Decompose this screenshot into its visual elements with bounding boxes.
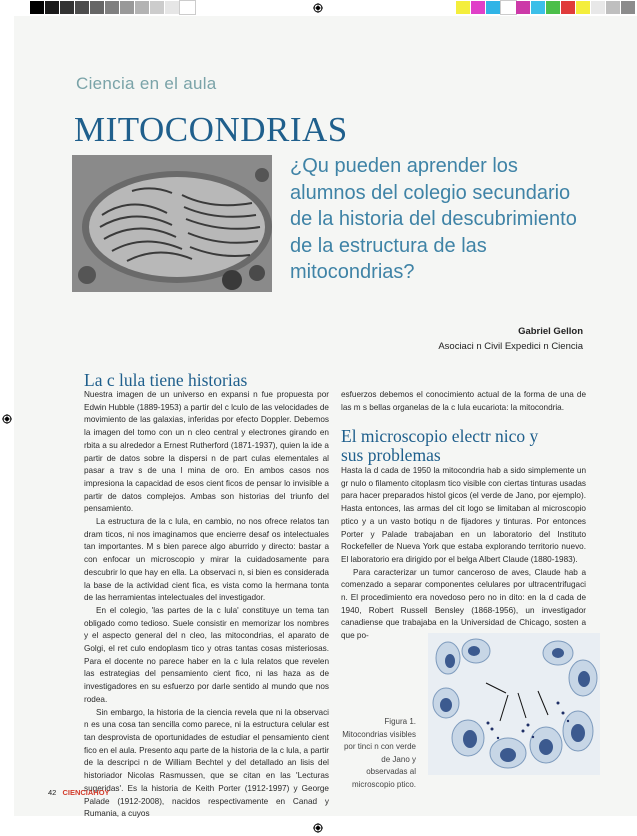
color-swatch	[576, 1, 591, 14]
footer	[48, 788, 110, 797]
color-swatch	[135, 1, 150, 14]
figure-caption: Figura 1. Mitocondrias visibles por tinci n con verde de Jano y observadas al microscopio ptico.	[342, 717, 416, 789]
paragraph: Para caracterizar un tumor canceroso de aves, Claude hab a comenzado a separar componentes celulares por ultracentrifugaci n. El procedimiento era novedoso pero no in dito: en la d cada de 1940, Robert Russell Bensley (1868-1956), un investigador canadiense que trabajaba en la Universidad de Chicago, sosten a que po-	[341, 567, 586, 641]
author-block	[438, 324, 583, 354]
color-swatch	[120, 1, 135, 14]
paragraph: Hasta la d cada de 1950 la mitocondria hab a sido simplemente un gr nulo o filamento citoplasm tico visible con ciertas tinturas usadas para hacer preparados histol gicos (el verde de Jano, por ejemplo). Hasta entonces, las armas del cit logo se limitaban al microscopio ptico y a un vasto botiqu n de fijadores y tinturas. Por entonces Porter y Palade trabajaban en un laboratorio del Instituto Rockefeller de Nueva York que estaba explorando territorio nuevo. El laboratorio era dirigido por el belga Albert Claude (1880-1983).	[341, 466, 586, 564]
color-swatch	[546, 1, 561, 14]
color-swatch	[591, 1, 606, 14]
registration-mark-icon	[313, 3, 323, 13]
paragraph: La estructura de la c lula, en cambio, no nos ofrece relatos tan dram ticos, ni nos imaginamos que encierre desaf os intelectuales tan importantes. M s bien parece algo aburrido y directo: bastar a con enfocar un microscopio y mirar la cuidadosamente para descubrir lo que hay en ella. La observaci n, si bien es considerada la base de la actividad cient fica, es vista como la hermana tonta de las herramientas intelectuales del investigador.	[84, 517, 329, 603]
color-swatch	[486, 1, 501, 14]
color-swatch	[105, 1, 120, 14]
registration-mark-icon	[313, 823, 323, 833]
section-label: Ciencia en el aula	[76, 74, 217, 93]
author-name: Gabriel Gellon	[518, 326, 583, 337]
paragraph: Nuestra imagen de un universo en expansi n fue propuesta por Edwin Hubble (1889-1953) a partir del c lculo de las velocidades de movimiento de las galaxias, inferidas por efecto Doppler. Debemos la imagen del tomo con un n cleo central y electrones girando en rbita a su alrededor a Ernest Rutherford (1871-1937), quien la ide a partir de datos sobre la dispersi n de part culas elementales al pasar a trav s de una l mina de oro. En ambos casos nos impresiona la capacidad de esos cient ficos de pensar lo invisible a partir de datos complejos. Ambas son historias del triunfo del pensamiento.	[84, 390, 329, 514]
color-swatch	[30, 1, 45, 14]
color-swatch	[456, 1, 471, 14]
color-swatch	[150, 1, 165, 14]
footer-brand: CIENCIAHOY	[62, 788, 110, 797]
paragraph: esfuerzos debemos el conocimiento actual de la forma de una de las m s bellas organelas de la c lula eucariota: la mitocondria.	[341, 390, 586, 412]
color-swatch	[75, 1, 90, 14]
color-swatch	[606, 1, 621, 14]
column-right-top	[341, 389, 586, 414]
color-swatch	[165, 1, 180, 14]
color-swatch	[501, 1, 516, 14]
author-affiliation: Asociaci n Civil Expedici n Ciencia	[438, 341, 583, 352]
color-bar-right	[456, 1, 636, 14]
page-number: 42	[48, 788, 57, 797]
mitochondria-micrograph	[72, 155, 272, 292]
color-swatch	[621, 1, 636, 14]
color-swatch	[90, 1, 105, 14]
column-right	[341, 465, 586, 643]
registration-mark-icon	[2, 414, 12, 424]
color-swatch	[531, 1, 546, 14]
color-swatch	[60, 1, 75, 14]
color-swatch	[45, 1, 60, 14]
color-bar-left	[30, 1, 195, 14]
section-heading-2: El microscopio electr nico y sus problemas	[341, 426, 539, 465]
color-swatch	[180, 1, 195, 14]
janus-green-micrograph	[428, 633, 600, 775]
lead-question: ¿Qu pueden aprender los alumnos del colegio secundario de la historia del descubrimiento de la estructura de las mitocondrias?	[290, 155, 577, 283]
color-swatch	[516, 1, 531, 14]
column-left	[84, 389, 329, 821]
page-title: MITOCONDRIAS	[74, 110, 348, 149]
section-heading-1: La c lula tiene historias	[84, 370, 248, 390]
color-swatch	[561, 1, 576, 14]
color-swatch	[471, 1, 486, 14]
paragraph: Sin embargo, la historia de la ciencia revela que ni la observaci n es una cosa tan sencilla como parece, ni la estructura celular est tan desprovista de oportunidades de estudiar el pensamiento cient fico en el aula. Presento aqu parte de la historia de la c lula, a partir de la descripci n de William Bechtel y del detallado an lisis del historiador Nicolas Rasmussen, que se citan en las 'Lecturas sugeridas'. Es la historia de Keith Porter (1912-1997) y George Palade (1912-2008), nacidos respectivamente en Canad y Rumania, a cuyos	[84, 707, 329, 819]
paragraph: En el colegio, 'las partes de la c lula' constituye un tema tan obligado como tedioso. Suele consistir en memorizar los nombres y el aspecto general del n cleo, las mitocondrias, el aparato de Golgi, el ret culo endoplasm tico y otras tantas cosas misteriosas. Para el docente no parece haber en la c lula relatos que revelen las estrategias del pensamiento cient fico, ni las haza as de investigadores en su esfuerzo por darle sentido al mundo que nos rodea.	[84, 605, 329, 704]
